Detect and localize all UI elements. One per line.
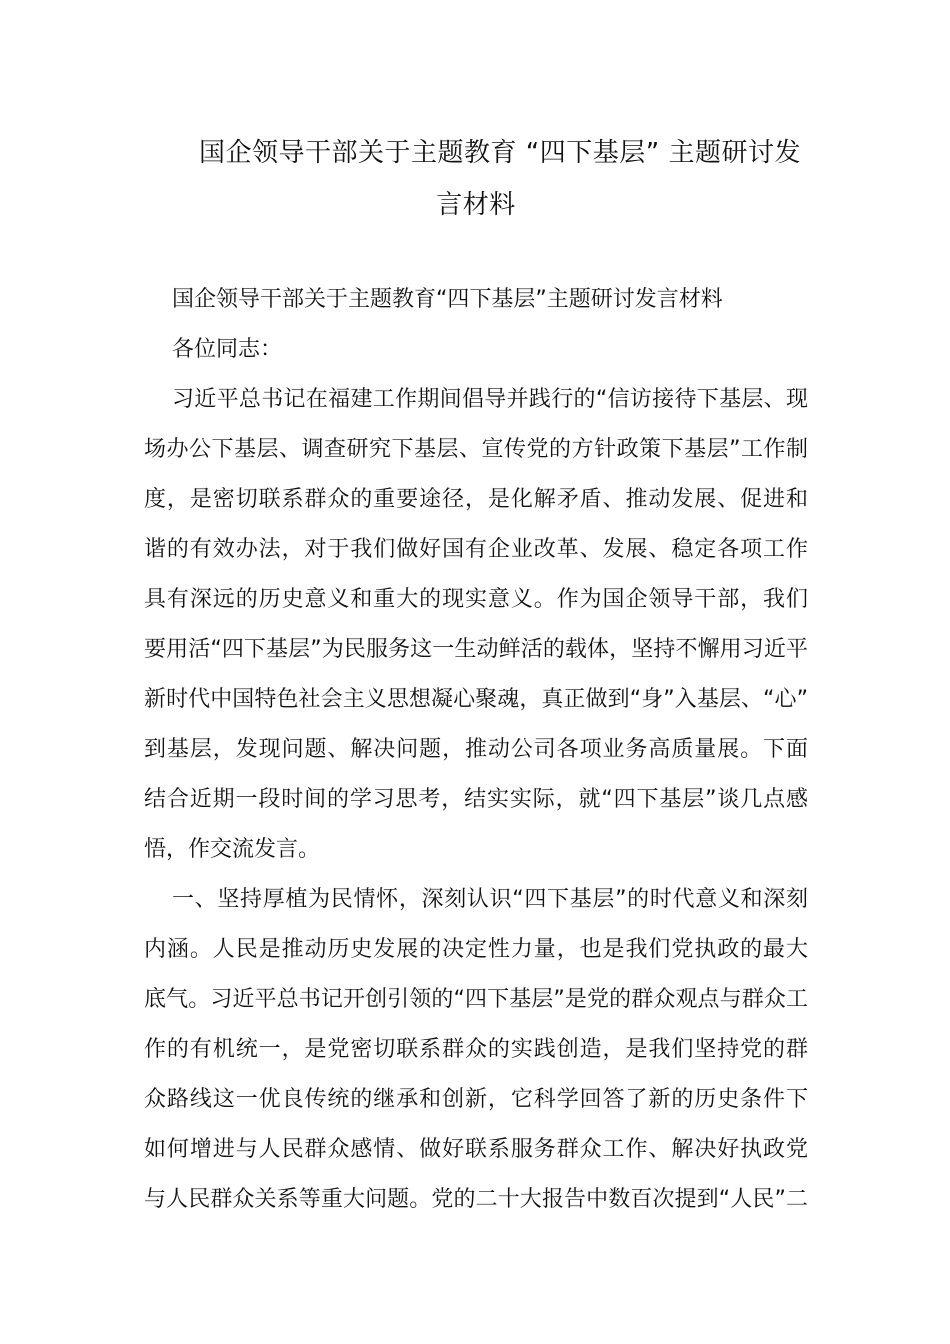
paragraph-1 <box>144 380 808 880</box>
document-title-line-1: 国企领导干部关于主题教育 “四下基层” 主题研讨发 <box>199 138 801 168</box>
paragraph-line: 结合近期一段时间的学习思考，结实实际，就“四下基层”谈几点感 <box>144 787 808 812</box>
paragraph-line: 要用活“四下基层”为民服务这一生动鲜活的载体，坚持不懈用习近平 <box>144 637 808 662</box>
paragraph-line: 度，是密切联系群众的重要途径，是化解矛盾、推动发展、促进和 <box>144 487 808 512</box>
paragraph-line: 一、坚持厚植为民情怀，深刻认识“四下基层”的时代意义和深刻 <box>172 887 808 912</box>
heading-repeat: 国企领导干部关于主题教育“四下基层”主题研讨发言材料 <box>172 287 723 312</box>
paragraph-line: 习近平总书记在福建工作期间倡导并践行的“信访接待下基层、现 <box>172 387 808 412</box>
paragraph-line: 如何增进与人民群众感情、做好联系服务群众工作、解决好执政党 <box>144 1137 808 1162</box>
paragraph-line: 与人民群众关系等重大问题。党的二十大报告中数百次提到“人民”二 <box>144 1187 808 1212</box>
paragraph-line: 底气。习近平总书记开创引领的“四下基层”是党的群众观点与群众工 <box>144 987 808 1012</box>
paragraph-line: 作的有机统一，是党密切联系群众的实践创造，是我们坚持党的群 <box>144 1037 808 1062</box>
paragraph-line: 悟，作交流发言。 <box>144 837 321 862</box>
document-title-line-2: 言材料 <box>436 190 516 220</box>
paragraph-line: 新时代中国特色社会主义思想凝心聚魂，真正做到“身”入基层、“心” <box>144 687 808 712</box>
salutation: 各位同志： <box>172 337 283 362</box>
paragraph-line: 谐的有效办法，对于我们做好国有企业改革、发展、稳定各项工作 <box>144 537 808 562</box>
paragraph-line: 具有深远的历史意义和重大的现实意义。作为国企领导干部，我们 <box>144 587 808 612</box>
document-body <box>144 280 808 1230</box>
paragraph-line: 场办公下基层、调查研究下基层、宣传党的方针政策下基层”工作制 <box>144 437 808 462</box>
paragraph-line: 到基层，发现问题、解决问题，推动公司各项业务高质量展。下面 <box>144 737 808 762</box>
paragraph-line: 内涵。人民是推动历史发展的决定性力量，也是我们党执政的最大 <box>144 937 808 962</box>
paragraph-line: 众路线这一优良传统的继承和创新，它科学回答了新的历史条件下 <box>144 1087 808 1112</box>
paragraph-2 <box>144 880 808 1230</box>
